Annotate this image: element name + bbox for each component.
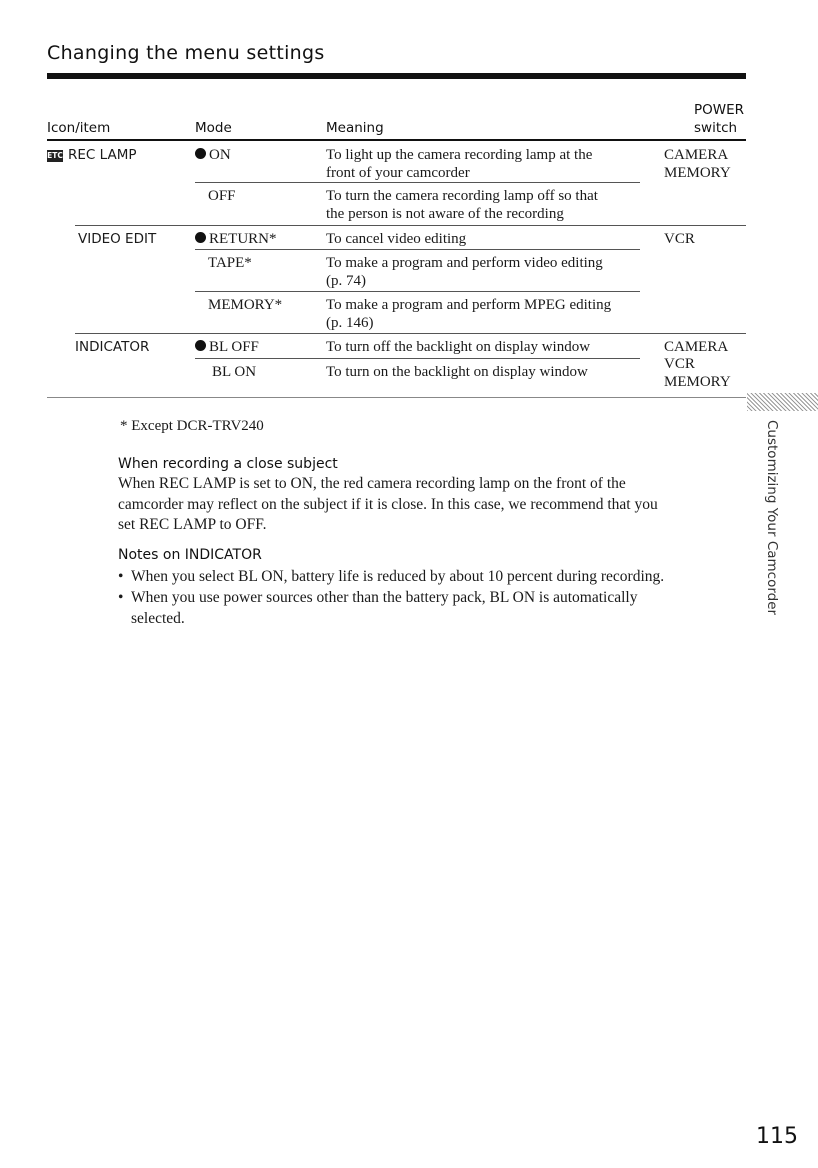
header-power-line1: POWER: [694, 102, 745, 118]
meaning-text: the person is not aware of the recording: [326, 206, 564, 222]
meaning-text: To make a program and perform MPEG editing: [326, 297, 612, 313]
header-icon-item: Icon/item: [47, 120, 111, 136]
default-dot-icon: [195, 232, 206, 243]
meaning-text: To turn off the backlight on display window: [326, 339, 591, 355]
row-rule: [195, 291, 640, 292]
note-title-close-subject: When recording a close subject: [118, 456, 338, 472]
meaning-text: To cancel video editing: [326, 231, 467, 247]
row-rule: [75, 225, 746, 226]
meaning-text: To turn the camera recording lamp off so that: [326, 188, 598, 204]
meaning-text: To make a program and perform video editing: [326, 255, 603, 271]
side-tab-marker: [747, 393, 818, 411]
note-title-indicator: Notes on INDICATOR: [118, 547, 262, 563]
title-rule: [47, 73, 746, 79]
footnote: * Except DCR-TRV240: [120, 418, 264, 434]
item-video-edit: VIDEO EDIT: [78, 231, 157, 247]
power-text: VCR: [664, 356, 695, 372]
page-number: 115: [756, 1124, 798, 1149]
meaning-text: front of your camcorder: [326, 165, 470, 181]
header-rule: [47, 139, 746, 141]
row-rule: [195, 249, 640, 250]
side-section-label: Customizing Your Camcorder: [764, 420, 780, 616]
mode-on: ON: [195, 146, 231, 165]
item-rec-lamp: ETC REC LAMP: [47, 147, 137, 163]
power-text: CAMERA: [664, 147, 729, 163]
page-title: Changing the menu settings: [47, 42, 325, 64]
default-dot-icon: [195, 340, 206, 351]
item-indicator: INDICATOR: [75, 339, 150, 355]
header-meaning: Meaning: [326, 120, 384, 136]
default-dot-icon: [195, 148, 206, 159]
mode-off: OFF: [208, 188, 236, 204]
header-power-line2: switch: [694, 120, 738, 136]
row-rule: [195, 182, 640, 183]
power-text: CAMERA: [664, 339, 729, 355]
power-text: VCR: [664, 231, 695, 247]
mode-memory: MEMORY*: [208, 297, 283, 313]
header-mode: Mode: [195, 120, 232, 136]
meaning-text: (p. 146): [326, 315, 374, 331]
power-text: MEMORY: [664, 165, 731, 181]
meaning-text: To turn on the backlight on display window: [326, 364, 588, 380]
row-rule: [195, 358, 640, 359]
mode-bl-off: BL OFF: [195, 338, 259, 357]
etc-icon: ETC: [47, 151, 63, 160]
mode-tape: TAPE*: [208, 255, 252, 271]
power-text: MEMORY: [664, 374, 731, 390]
mode-return: RETURN*: [195, 230, 277, 249]
list-item: • When you select BL ON, battery life is reduced by about 10 percent during recording.: [118, 568, 665, 585]
meaning-text: To light up the camera recording lamp at the: [326, 147, 593, 163]
note-paragraph: When REC LAMP is set to ON, the red camera recording lamp on the front of the camcorder may reflect on the subject if it is close. In this case, we recommend that you set REC LAMP to OFF.: [118, 475, 658, 533]
row-rule: [75, 333, 746, 334]
meaning-text: (p. 74): [326, 273, 366, 289]
table-bottom-rule: [47, 397, 746, 398]
list-item: • When you use power sources other than the battery pack, BL ON is automatically selected.: [118, 589, 638, 627]
mode-bl-on: BL ON: [212, 364, 257, 380]
